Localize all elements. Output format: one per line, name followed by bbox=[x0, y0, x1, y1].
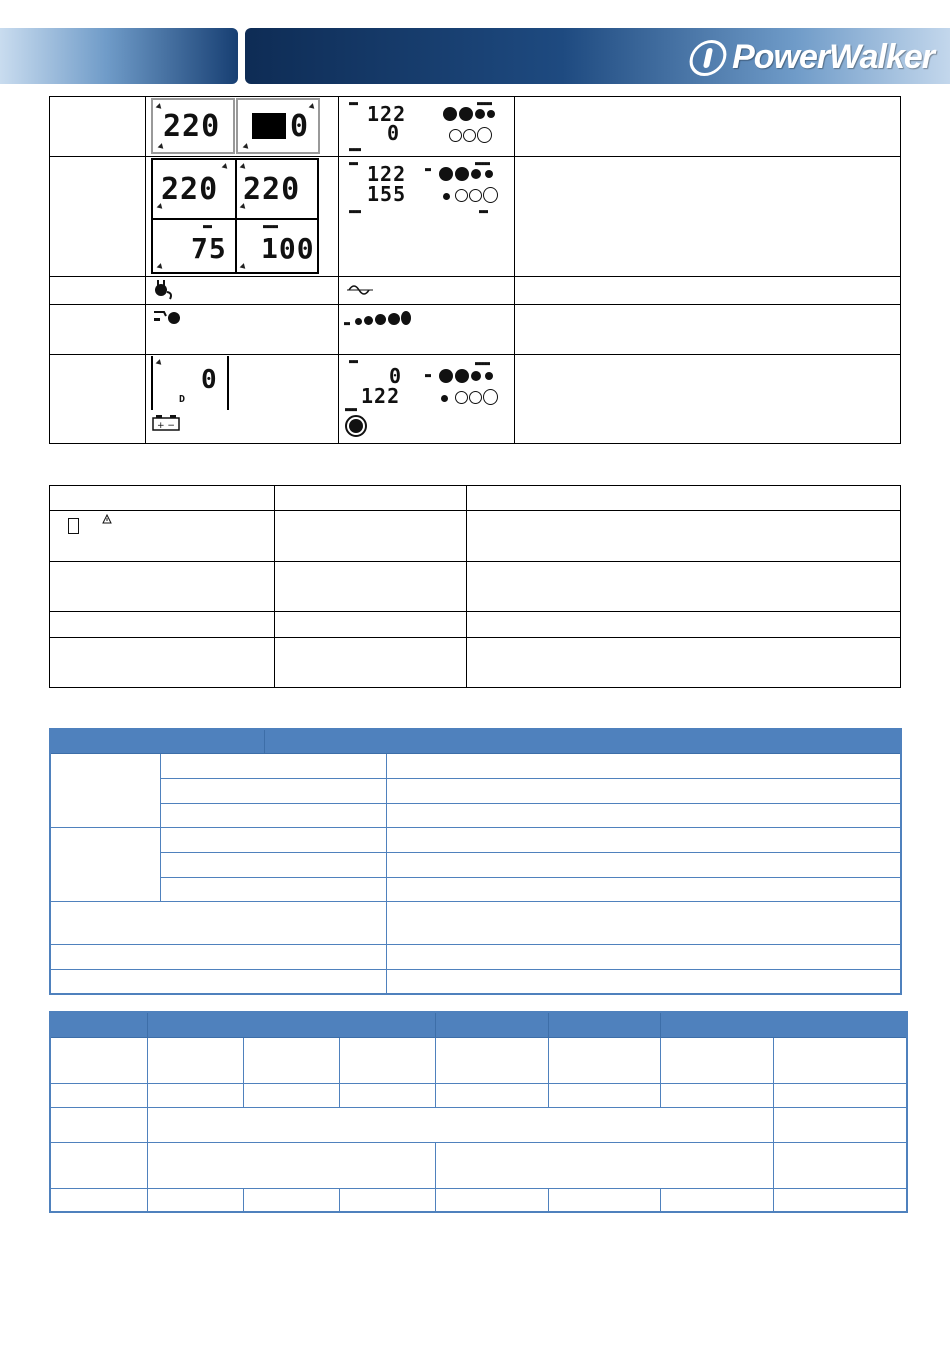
table-row bbox=[50, 612, 901, 638]
brand-logo bbox=[690, 38, 934, 77]
table-row bbox=[50, 901, 901, 944]
battery-icon bbox=[152, 415, 180, 431]
table-row bbox=[50, 1107, 907, 1142]
header-banner bbox=[0, 28, 950, 86]
fan-icon bbox=[152, 308, 188, 328]
table-row bbox=[50, 852, 901, 877]
table-row bbox=[50, 638, 901, 688]
table-row bbox=[50, 486, 901, 511]
spec-table-1 bbox=[49, 728, 902, 995]
table-row bbox=[50, 157, 901, 277]
brand-logo-icon bbox=[686, 40, 730, 76]
svg-text:+ −: + − bbox=[157, 421, 175, 431]
table-row bbox=[50, 277, 901, 305]
load-level-indicator: ■■ bbox=[339, 305, 514, 335]
table-row bbox=[50, 1188, 907, 1212]
table-row bbox=[50, 753, 901, 778]
lcd-quad-display: 220 220 75 100 ■■■ ■■■■■ bbox=[151, 158, 319, 274]
lcd-output-display: 0 bbox=[236, 98, 320, 154]
lcd-battery-display: 0 D bbox=[151, 356, 229, 410]
spec-table-2 bbox=[49, 1011, 908, 1213]
table-row bbox=[50, 1037, 907, 1083]
indicator-box-icon bbox=[68, 518, 79, 534]
table-row bbox=[50, 944, 901, 969]
table-row bbox=[50, 562, 901, 612]
table-row bbox=[50, 877, 901, 901]
plug-icon bbox=[152, 279, 176, 301]
banner-left-segment bbox=[0, 28, 238, 84]
lcd-panel-5: ■■■ 0 122 ■■ ■■■■■ ■■■■ bbox=[339, 355, 514, 442]
table-row bbox=[50, 827, 901, 852]
lcd-input-voltage: 220 bbox=[151, 98, 235, 154]
sine-wave-icon bbox=[345, 282, 375, 298]
warning-icon bbox=[102, 514, 112, 524]
table-row bbox=[50, 305, 901, 355]
table-row bbox=[50, 355, 901, 444]
table-row bbox=[50, 97, 901, 157]
table-row bbox=[50, 803, 901, 827]
lcd-display-table bbox=[49, 96, 901, 444]
table-header-row bbox=[50, 1012, 907, 1037]
lcd-panel-2: ■■■ 122 155 ■■ ■■■■ ■■■■■ ■■■ bbox=[339, 157, 514, 217]
table-row bbox=[50, 511, 901, 562]
table-row bbox=[50, 1142, 907, 1188]
table-row bbox=[50, 1083, 907, 1107]
brand-name: PowerWalker bbox=[732, 38, 934, 76]
lcd-panel-1: ■■■ 122 0 ■■■■ ■■■■■ bbox=[339, 97, 514, 155]
table-header-row bbox=[50, 729, 901, 753]
table-row bbox=[50, 778, 901, 803]
buzzer-icon bbox=[345, 415, 367, 437]
indicator-table bbox=[49, 485, 901, 688]
table-row bbox=[50, 969, 901, 994]
